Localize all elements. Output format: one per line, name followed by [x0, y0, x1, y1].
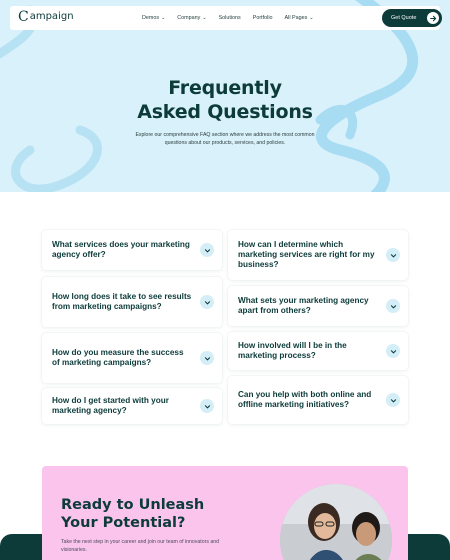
chevron-down-icon: ⌄	[202, 15, 207, 21]
faq-item[interactable]	[228, 286, 408, 326]
top-navbar	[10, 6, 440, 30]
chevron-down-icon[interactable]	[200, 295, 214, 309]
brand-logo[interactable]	[18, 10, 74, 24]
cta-text: Take the next step in your career and join our team of innovators and visionaries.	[61, 539, 220, 553]
cta-section	[42, 466, 408, 560]
faq-question: How do I get started with your marketing agency?	[52, 396, 169, 415]
nav-label: Company	[177, 15, 201, 21]
faq-question: What services does your marketing agency offer?	[52, 240, 190, 259]
faq-question: How can I determine which marketing services are right for my business?	[238, 240, 375, 269]
faq-item[interactable]	[228, 230, 408, 280]
nav-item-portfolio[interactable]	[253, 15, 273, 21]
page-subtitle: Explore our comprehensive FAQ section where we address the most common questions about our products, services, and policies.	[135, 132, 315, 146]
hero-section	[0, 0, 450, 192]
cta-title	[61, 496, 241, 532]
page-title	[0, 76, 450, 124]
faq-item[interactable]	[42, 277, 222, 327]
nav-item-all-pages[interactable]	[285, 15, 314, 21]
chevron-down-icon[interactable]	[200, 351, 214, 365]
get-quote-button[interactable]	[382, 9, 442, 27]
nav-label: Solutions	[218, 15, 241, 21]
get-quote-label: Get Quote	[391, 15, 417, 21]
arrow-right-icon	[427, 12, 439, 24]
chevron-down-icon[interactable]	[386, 344, 400, 358]
chevron-down-icon[interactable]	[386, 393, 400, 407]
page-title-line-1: Frequently	[168, 77, 282, 99]
faq-item[interactable]	[42, 388, 222, 424]
chevron-down-icon: ⌄	[309, 15, 314, 21]
nav-item-solutions[interactable]	[219, 15, 241, 21]
logo-mark: C	[18, 9, 29, 25]
nav-label: All Pages	[284, 15, 308, 21]
faq-question: How do you measure the success of marketing campaigns?	[52, 348, 184, 367]
cta-title-line-2: Your Potential?	[61, 515, 186, 531]
faq-item[interactable]	[228, 332, 408, 370]
cta-title-line-1: Ready to Unleash	[61, 497, 205, 513]
chevron-down-icon[interactable]	[386, 299, 400, 313]
faq-item[interactable]	[228, 376, 408, 424]
chevron-down-icon[interactable]	[386, 248, 400, 262]
faq-question: Can you help with both online and offline marketing initiatives?	[238, 390, 372, 409]
page-title-line-2: Asked Questions	[137, 101, 313, 123]
faq-item[interactable]	[42, 230, 222, 270]
faq-question: How involved will I be in the marketing process?	[238, 341, 347, 360]
faq-question: How long does it take to see results from marketing campaigns?	[52, 292, 192, 311]
nav-item-company[interactable]	[177, 15, 206, 21]
team-photo	[280, 484, 392, 560]
logo-text: ampaign	[29, 11, 74, 22]
chevron-down-icon[interactable]	[200, 243, 214, 257]
nav-label: Demos	[142, 15, 160, 21]
chevron-down-icon: ⌄	[161, 15, 166, 21]
chevron-down-icon[interactable]	[200, 399, 214, 413]
faq-question: What sets your marketing agency apart from others?	[238, 296, 369, 315]
nav-label: Portfolio	[252, 15, 273, 21]
faq-item[interactable]	[42, 333, 222, 383]
nav-item-demos[interactable]	[142, 15, 165, 21]
main-nav	[142, 6, 326, 30]
